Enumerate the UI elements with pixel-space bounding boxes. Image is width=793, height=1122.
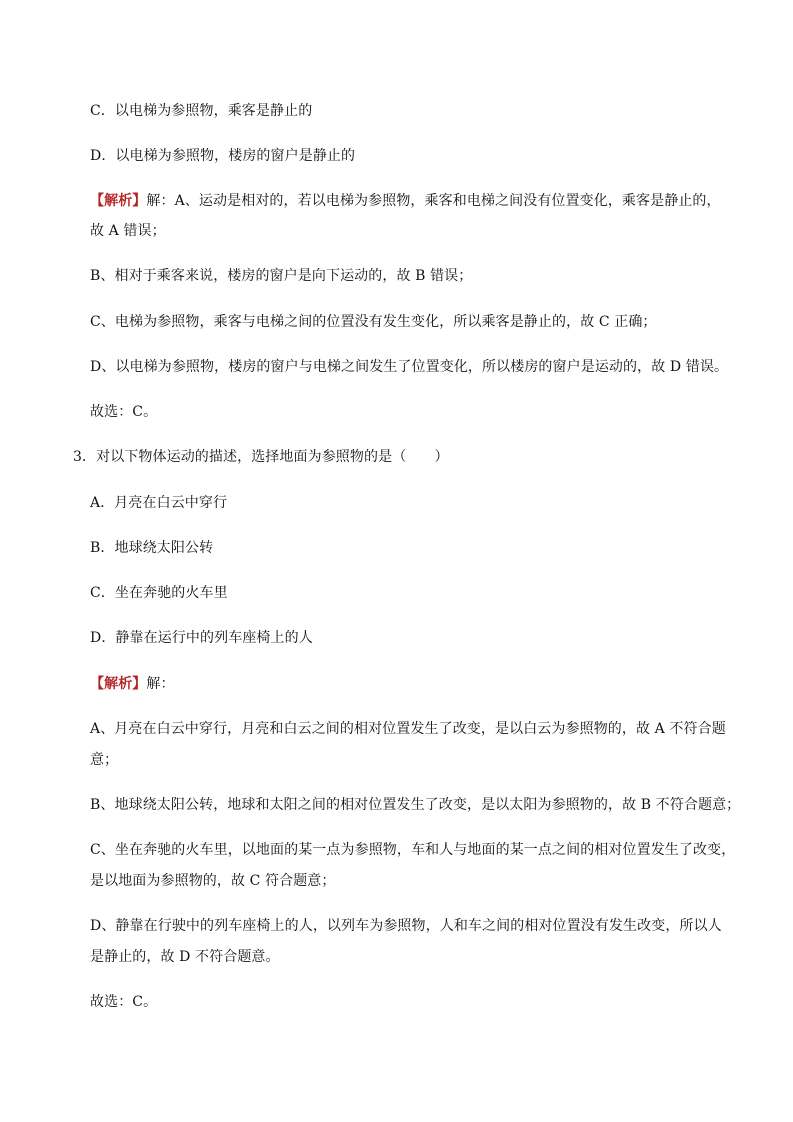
q3-analysis-tag: 【解析】 — [90, 676, 147, 692]
q3-answer: 故选：C。 — [90, 994, 158, 1010]
q3-option-d: D．静靠在运行中的列车座椅上的人 — [90, 630, 313, 646]
analysis-tag: 【解析】 — [90, 193, 147, 209]
q3-analysis-d-line1: D、静靠在行驶中的列车座椅上的人，以列车为参照物，人和车之间的相对位置没有发生改变，所以人 — [90, 918, 722, 934]
q3-analysis-line — [90, 675, 730, 693]
analysis-line — [90, 192, 730, 210]
q3-analysis-d-line2: 是静止的，故 D 不符合题意。 — [90, 949, 280, 965]
option-d-text: D．以电梯为参照物，楼房的窗户是静止的 — [90, 148, 356, 164]
q3-analysis-c-line1: C、坐在奔驰的火车里，以地面的某一点为参照物，车和人与地面的某一点之间的相对位置发生了改变， — [90, 842, 736, 858]
q3-analysis-a-line2: 意； — [90, 752, 119, 768]
q3-analysis-c-line2: 是以地面为参照物的，故 C 符合题意； — [90, 873, 336, 889]
q3-analysis-a-line1: A、月亮在白云中穿行，月亮和白云之间的相对位置发生了改变，是以白云为参照物的，故 A 不符合题 — [90, 721, 726, 737]
q3-option-a: A．月亮在白云中穿行 — [90, 495, 228, 511]
analysis-continuation: 故 A 错误； — [90, 223, 166, 239]
question-3-stem: 3．对以下物体运动的描述，选择地面为参照物的是（ ） — [73, 449, 449, 465]
q3-option-c: C．坐在奔驰的火车里 — [90, 585, 228, 601]
analysis-d-text: D、以电梯为参照物，楼房的窗户与电梯之间发生了位置变化，所以楼房的窗户是运动的，故 D 错误。 — [90, 359, 729, 375]
q3-analysis-intro: 解： — [146, 676, 175, 692]
analysis-b-text: B、相对于乘客来说，楼房的窗户是向下运动的，故 B 错误； — [90, 268, 473, 284]
analysis-text: 解：A、运动是相对的，若以电梯为参照物，乘客和电梯之间没有位置变化，乘客是静止的， — [146, 193, 721, 209]
analysis-c-text: C、电梯为参照物，乘客与电梯之间的位置没有发生变化，所以乘客是静止的，故 C 正确； — [90, 314, 657, 330]
answer-text: 故选：C。 — [90, 404, 158, 420]
q3-option-b: B．地球绕太阳公转 — [90, 540, 214, 556]
q3-analysis-b: B、地球绕太阳公转，地球和太阳之间的相对位置发生了改变，是以太阳为参照物的，故 B 不符合题意； — [90, 797, 741, 813]
option-c-text: C．以电梯为参照物，乘客是静止的 — [90, 103, 313, 119]
